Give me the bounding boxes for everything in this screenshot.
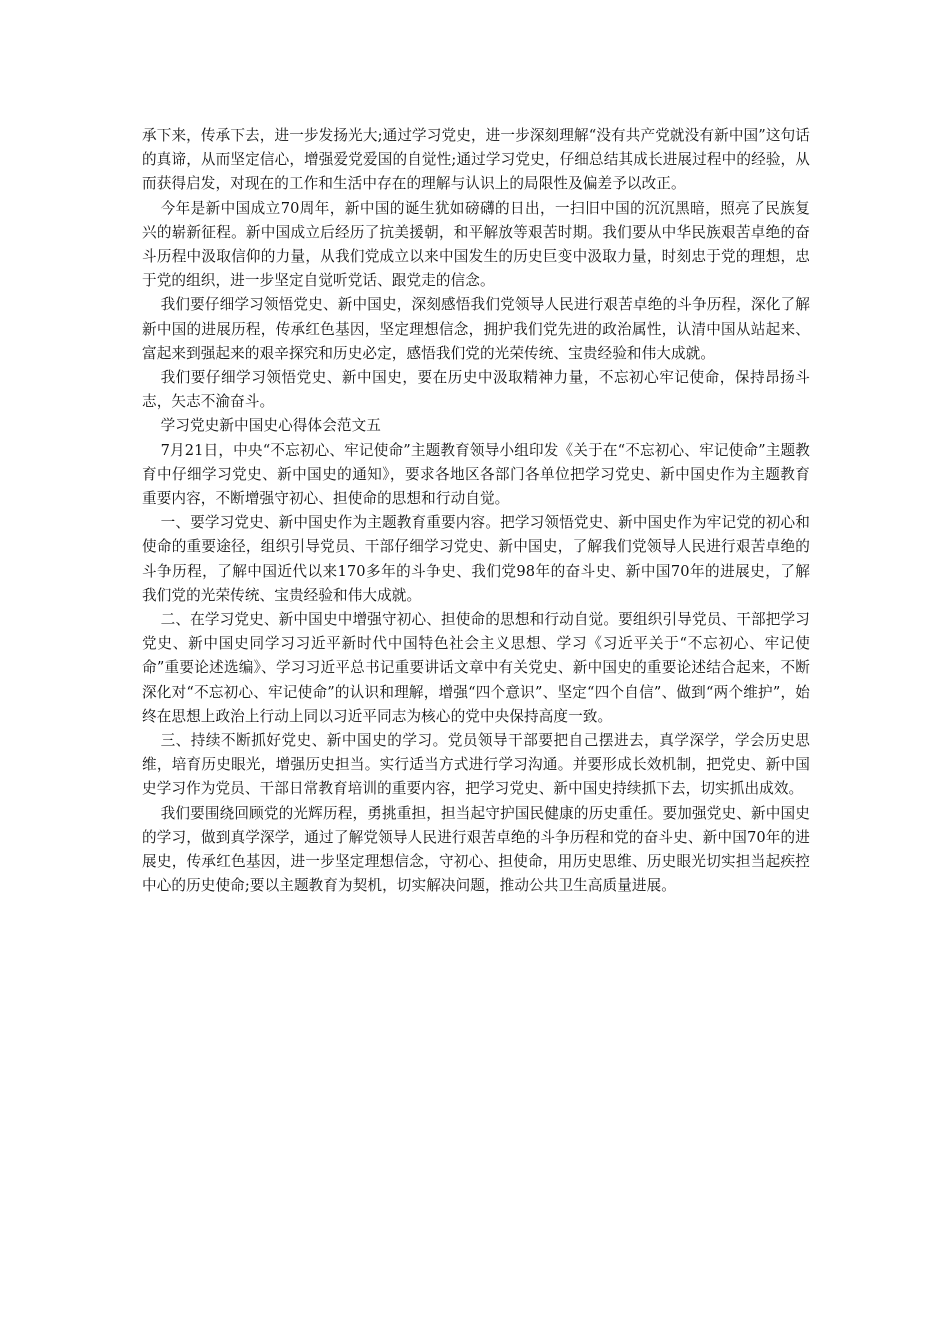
document-page bbox=[142, 124, 810, 899]
paragraph-continuation: 承下来，传承下去，进一步发扬光大;通过学习党史，进一步深刻理解“没有共产党就没有新中国”这句话的真谛，从而坚定信心，增强爱党爱国的自觉性;通过学习党史，仔细总结其成长进展过程中的经验，从而获得启发，对现在的工作和生活中存在的理解与认识上的局限性及偏差予以改正。 bbox=[142, 127, 810, 193]
paragraph-spiritual-strength: 我们要仔细学习领悟党史、新中国史，要在历史中汲取精神力量，不忘初心牢记使命，保持昂扬斗志，矢志不渝奋斗。 bbox=[142, 369, 810, 411]
paragraph-point-three: 三、持续不断抓好党史、新中国史的学习。党员领导干部要把自己摆进去，真学深学，学会历史思维，培育历史眼光，增强历史担当。实行适当方式进行学习沟通。并要形成长效机制，把党史、新中国史学习作为党员、干部日常教育培训的重要内容，把学习党史、新中国史持续抓下去，切实抓出成效。 bbox=[142, 732, 810, 798]
paragraph-study-history: 我们要仔细学习领悟党史、新中国史，深刻感悟我们党领导人民进行艰苦卓绝的斗争历程，深化了解新中国的进展历程，传承红色基因，坚定理想信念，拥护我们党先进的政治属性，认清中国从站起来、富起来到强起来的艰辛探究和历史必定，感悟我们党的光荣传统、宝贵经验和伟大成就。 bbox=[142, 296, 810, 362]
paragraph-point-one: 一、要学习党史、新中国史作为主题教育重要内容。把学习领悟党史、新中国史作为牢记党的初心和使命的重要途径，组织引导党员、干部仔细学习党史、新中国史，了解我们党领导人民进行艰苦卓绝的斗争历程，了解中国近代以来170多年的斗争史、我们党98年的奋斗史、新中国70年的进展史，了解我们党的光荣传统、宝贵经验和伟大成就。 bbox=[142, 514, 810, 604]
paragraph-conclusion: 我们要围绕回顾党的光辉历程，勇挑重担，担当起守护国民健康的历史重任。要加强党史、新中国史的学习，做到真学深学，通过了解党领导人民进行艰苦卓绝的斗争历程和党的奋斗史、新中国70年的进展史，传承红色基因，进一步坚定理想信念，守初心、担使命，用历史思维、历史眼光切实担当起疾控中心的历史使命;要以主题教育为契机，切实解决问题，推动公共卫生高质量进展。 bbox=[142, 804, 810, 895]
paragraph-70th-anniversary: 今年是新中国成立70周年，新中国的诞生犹如磅礴的日出，一扫旧中国的沉沉黑暗，照亮了民族复兴的崭新征程。新中国成立后经历了抗美援朝，和平解放等艰苦时期。我们要从中华民族艰苦卓绝的奋斗历程中汲取信仰的力量，从我们党成立以来中国发生的历史巨变中汲取力量，时刻忠于党的理想，忠于党的组织，进一步坚定自觉听党话、跟党走的信念。 bbox=[142, 199, 810, 290]
paragraph-point-two: 二、在学习党史、新中国史中增强守初心、担使命的思想和行动自觉。要组织引导党员、干部把学习党史、新中国史同学习习近平新时代中国特色社会主义思想、学习《习近平关于“不忘初心、牢记使命”重要论述选编》、学习习近平总书记重要讲话文章中有关党史、新中国史的重要论述结合起来，不断深化对“不忘初心、牢记使命”的认识和理解，增强“四个意识”、坚定“四个自信”、做到“两个维护”，始终在思想上政治上行动上同以习近平同志为核心的党中央保持高度一致。 bbox=[142, 611, 810, 725]
section-heading: 学习党史新中国史心得体会范文五 bbox=[160, 417, 381, 435]
paragraph-notice: 7月21日，中央“不忘初心、牢记使命”主题教育领导小组印发《关于在“不忘初心、牢记使命”主题教育中仔细学习党史、新中国史的通知》，要求各地区各部门各单位把学习党史、新中国史作为主题教育重要内容，不断增强守初心、担使命的思想和行动自觉。 bbox=[142, 441, 810, 508]
